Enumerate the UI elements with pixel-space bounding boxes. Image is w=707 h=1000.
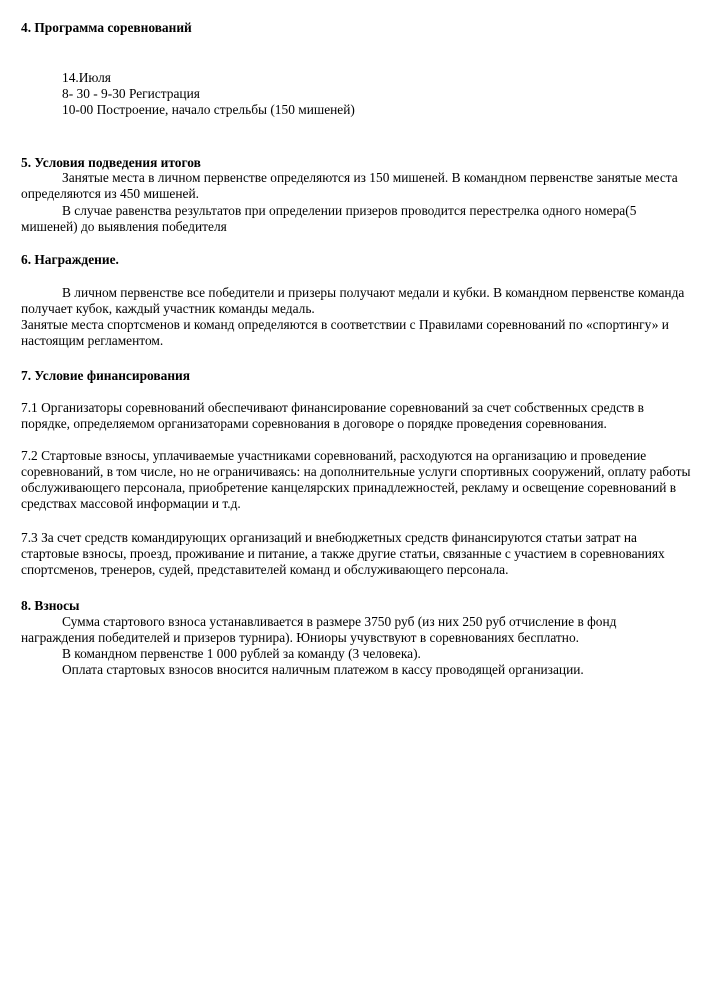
section-8-paragraph-1: Сумма стартового взноса устанавливается в размере 3750 руб (из них 250 руб отчисление в фонд награждения победителей и призеров турнира). Юниоры учувствуют в соревнованиях бесплатно. <box>21 614 617 645</box>
section-8-paragraph-3: Оплата стартовых взносов вносится наличным платежом в кассу проводящей организации. <box>62 662 584 677</box>
section-6-paragraph-2: Занятые места спортсменов и команд определяются в соответствии с Правилами соревнований по «спортингу» и настоящим регламентом. <box>21 317 669 348</box>
section-7-paragraph-1: 7.1 Организаторы соревнований обеспечивают финансирование соревнований за счет собственных средств в порядке, определяемом организаторами соревнования в договоре о порядке проведения соревнования. <box>21 400 644 431</box>
schedule-start: 10-00 Построение, начало стрельбы (150 мишеней) <box>62 102 355 117</box>
section-6-paragraph-1: В личном первенстве все победители и призеры получают медали и кубки. В командном первенстве команда получает кубок, каждый участник команды медаль. <box>21 285 685 316</box>
section-6-heading: 6. Награждение. <box>21 252 119 267</box>
schedule-registration: 8- 30 - 9-30 Регистрация <box>62 86 200 101</box>
section-8-heading: 8. Взносы <box>21 598 80 613</box>
section-5-heading: 5. Условия подведения итогов <box>21 155 201 170</box>
section-7-heading: 7. Условие финансирования <box>21 368 191 383</box>
competition-schedule <box>62 70 662 118</box>
section-4-heading: 4. Программа соревнований <box>21 20 192 35</box>
schedule-date: 14.Июля <box>62 70 111 85</box>
section-5-paragraph-2: В случае равенства результатов при определении призеров проводится перестрелка одного номера(5 мишеней) до выявления победителя <box>21 203 637 234</box>
section-5-paragraph-1: Занятые места в личном первенстве определяются из 150 мишеней. В командном первенстве занятые места определяются из 450 мишеней. <box>21 170 678 201</box>
section-8-paragraph-2: В командном первенстве 1 000 рублей за команду (3 человека). <box>62 646 421 661</box>
section-7-paragraph-3: 7.3 За счет средств командирующих организаций и внебюджетных средств финансируются статьи затрат на стартовые взносы, проезд, проживание и питание, а также другие статьи, связанные с участием в соревнованиях спортсменов, тренеров, судей, представителей команд и обслуживающего персонала. <box>21 530 665 577</box>
section-7-paragraph-2: 7.2 Стартовые взносы, уплачиваемые участниками соревнований, расходуются на организацию и проведение соревнований, в том числе, но не ограничиваясь: на дополнительные услуги спортивных сооружений, оплату работы обслуживающего персонала, приобретение канцелярских принадлежностей, рекламу и освещение соревнований в средствах массовой информации и т.д. <box>21 448 691 511</box>
